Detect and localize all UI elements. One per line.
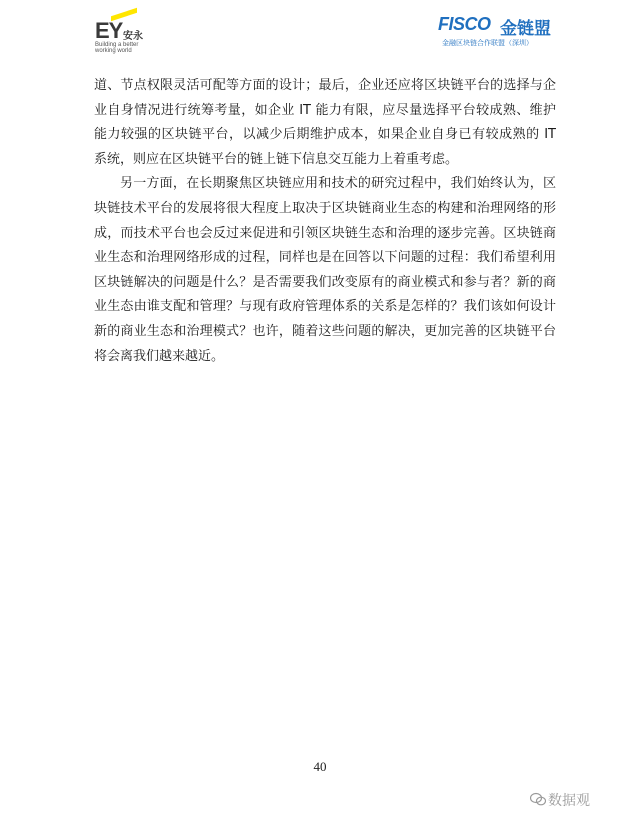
ey-logo bbox=[95, 10, 185, 56]
fisco-logo-subtitle: 金融区块链合作联盟（深圳） bbox=[442, 39, 533, 47]
page-number: 40 bbox=[313, 759, 327, 774]
fisco-logo bbox=[438, 14, 558, 50]
ey-logo-tagline: Building a better working world bbox=[95, 42, 139, 54]
wechat-icon bbox=[530, 792, 546, 806]
paragraph: 另一方面，在长期聚焦区块链应用和技术的研究过程中，我们始终认为，区块链技术平台的发展将很大程度上取决于区块链商业生态的构建和治理网络的形成，而技术平台也会反过来促进和引领区块链生态和治理的逐步完善。区块链商业生态和治理网络形成的过程，同样也是在回答以下问题的过程：我们希望利用区块链解决的问题是什么？是否需要我们改变原有的商业模式和参与者？新的商业生态由谁支配和管理？与现有政府管理体系的关系是怎样的？我们该如何设计新的商业生态和治理模式？也许，随着这些问题的解决，更加完善的区块链平台将会离我们越来越近。 bbox=[94, 176, 556, 364]
fisco-logo-chinese: 金链盟 bbox=[500, 19, 551, 39]
ey-logo-mark: EY bbox=[95, 18, 123, 43]
body-text bbox=[94, 74, 556, 369]
page-header bbox=[0, 0, 640, 60]
fisco-logo-mark: FISCO bbox=[438, 14, 491, 34]
paragraph-continued: 道、节点权限灵活可配等方面的设计；最后，企业还应将区块链平台的选择与企业自身情况进行统筹考量，如企业 IT 能力有限，应尽量选择平台较成熟、维护能力较强的区块链平台，以减少后期维护成本，如果企业自身已有较成熟的 IT 系统，则应在区块链平台的链上链下信息交互能力上着重考虑。 bbox=[94, 78, 556, 167]
ey-logo-chinese: 安永 bbox=[123, 31, 143, 42]
watermark-text: 数据观 bbox=[548, 793, 590, 809]
